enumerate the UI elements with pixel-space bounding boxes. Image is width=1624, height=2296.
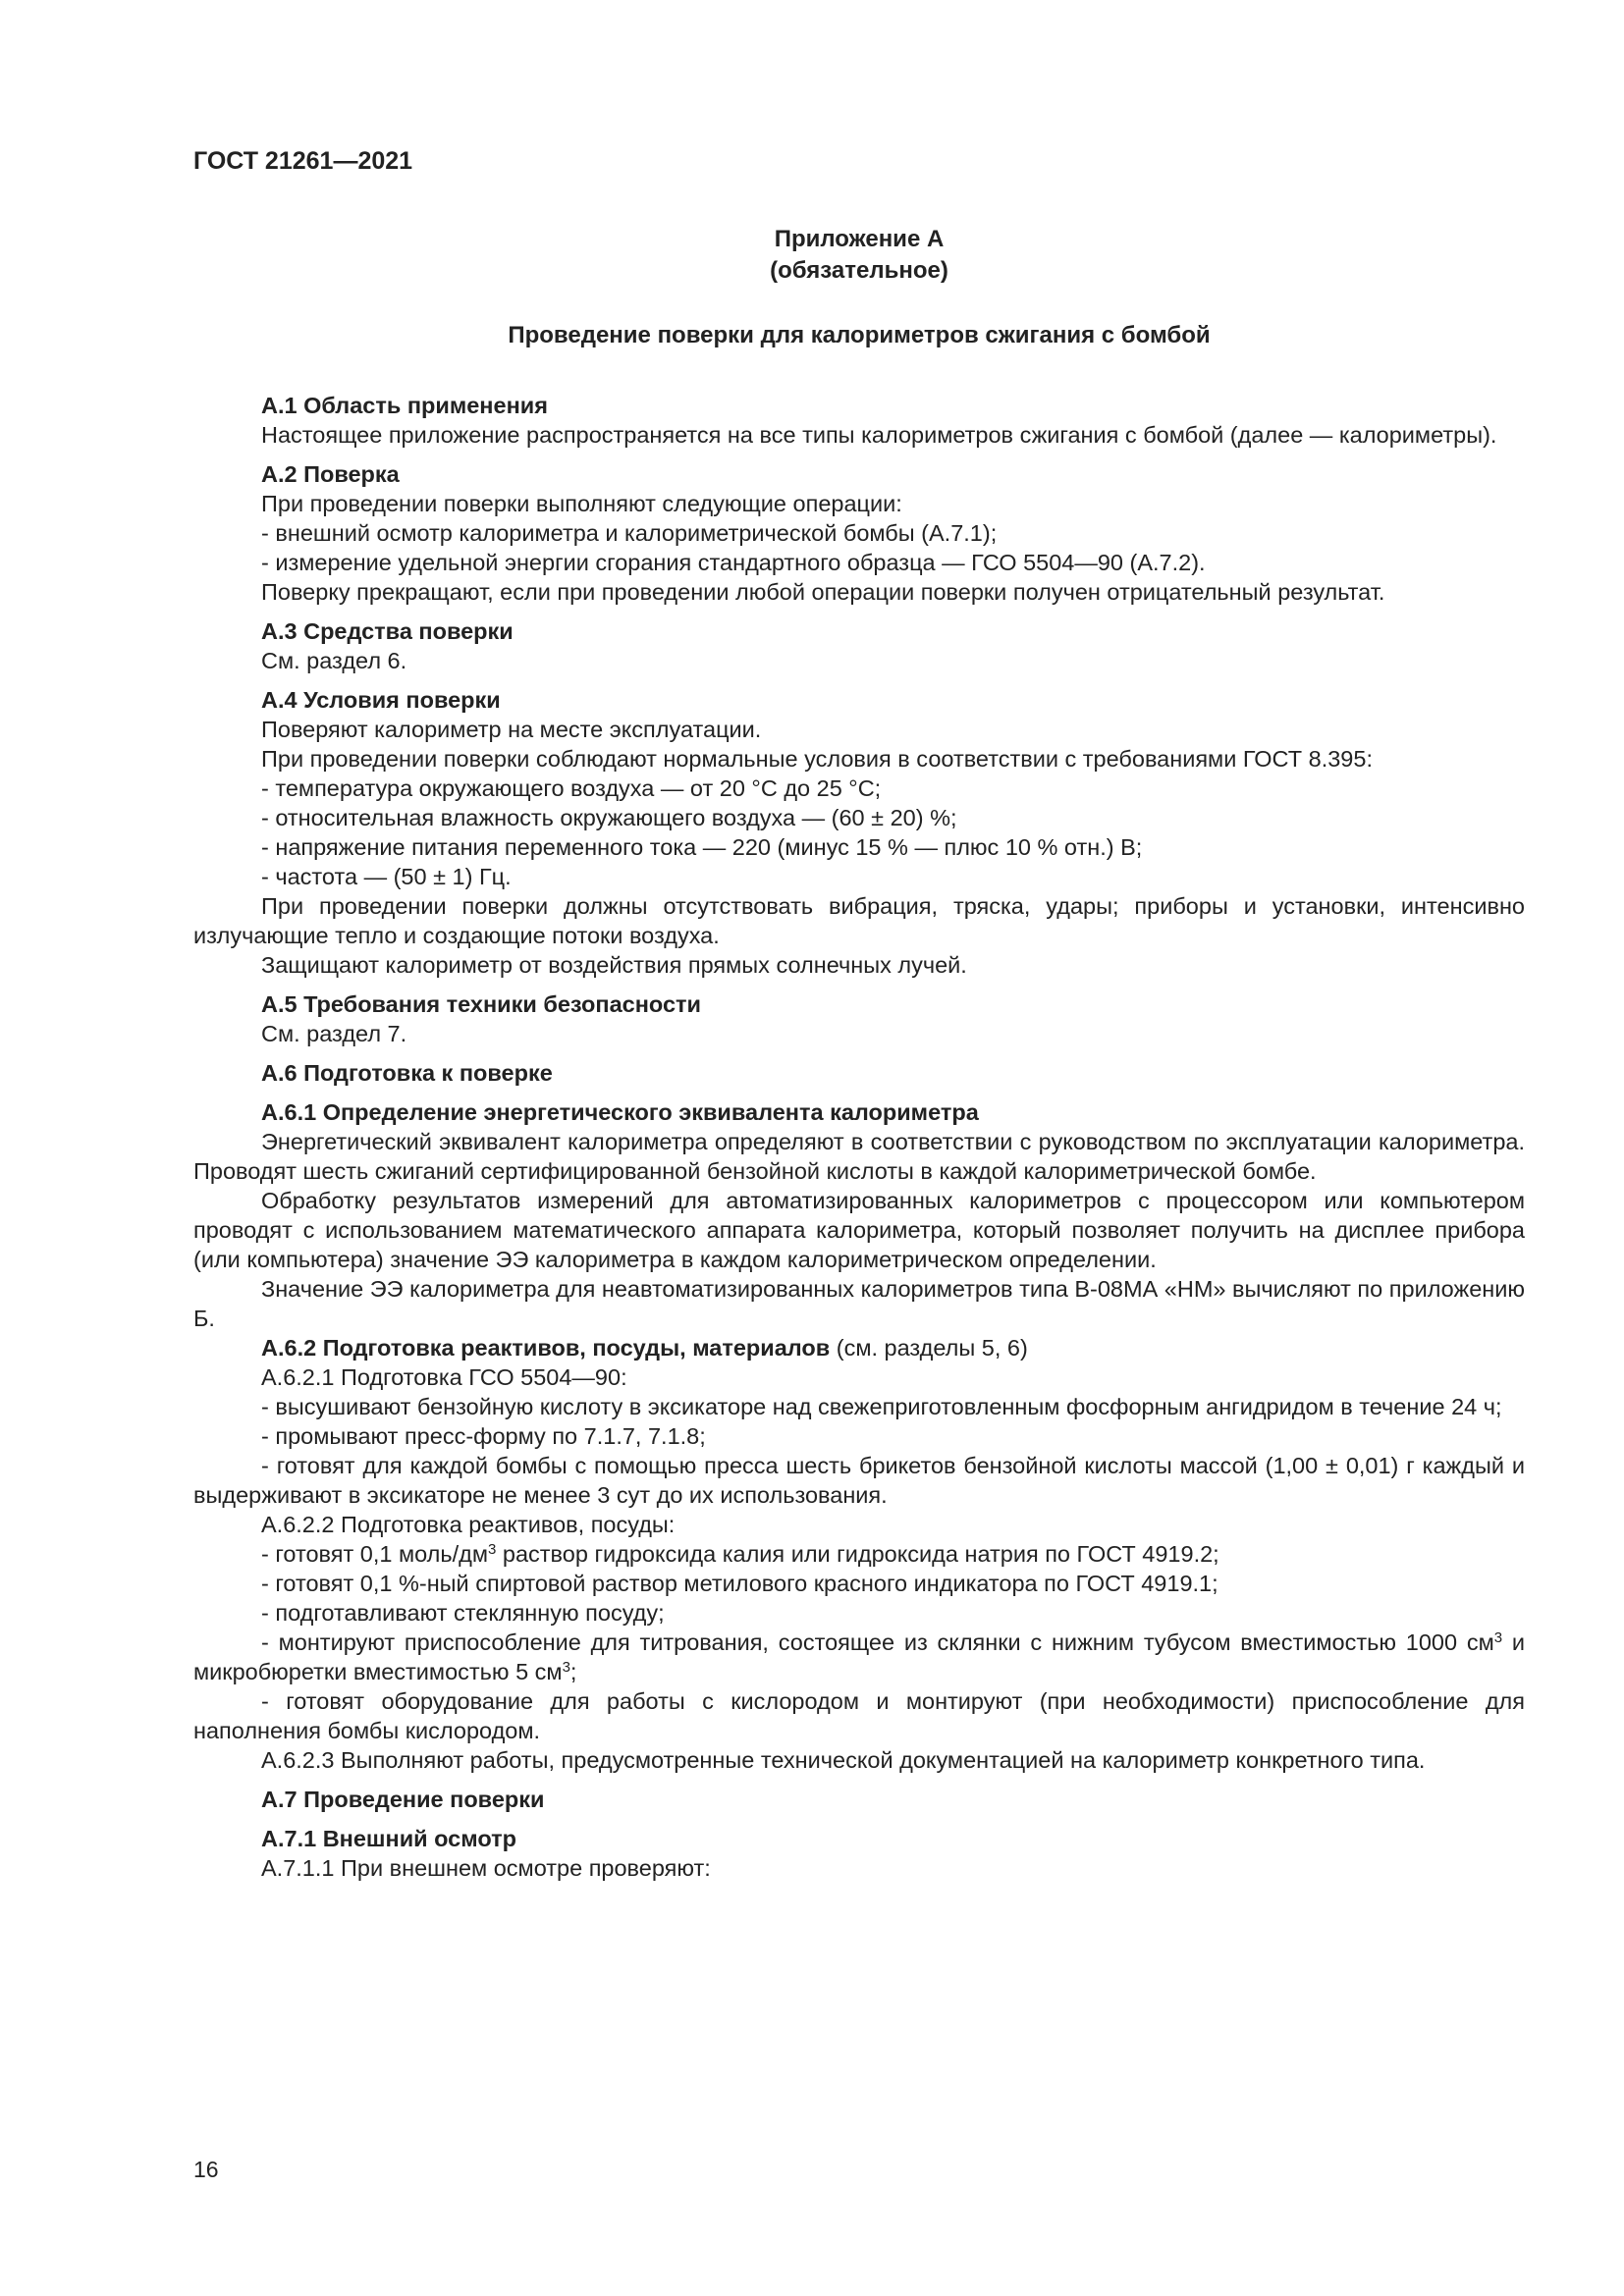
section-a4-line: При проведении поверки должны отсутствовать вибрация, тряска, удары; приборы и установки, интенсивно излучающие тепло и создающие потоки воздуха.: [193, 893, 1525, 948]
section-a4-line: - относительная влажность окружающего воздуха — (60 ± 20) %;: [261, 805, 957, 830]
subsection-a61-text: Обработку результатов измерений для автоматизированных калориметров с процессором или компьютером проводят с использованием математического аппарата калориметра, который позволяет получить на дисплее прибора (или компьютера) значение ЭЭ калориметра в каждом калориметрическом определении.: [193, 1188, 1525, 1272]
section-a3-title: А.3 Средства поверки: [261, 618, 514, 644]
section-a2-line: Поверку прекращают, если при проведении любой операции поверки получен отрицательный результат.: [261, 579, 1385, 605]
item-a622-step: [193, 1628, 1525, 1686]
subsection-a62-title: А.6.2 Подготовка реактивов, посуды, материалов: [261, 1335, 831, 1361]
section-a5-title: А.5 Требования техники безопасности: [261, 991, 701, 1017]
section-a1-text: Настоящее приложение распространяется на все типы калориметров сжигания с бомбой (далее — калориметры).: [261, 422, 1497, 448]
subsection-a62-reference: (см. разделы 5, 6): [830, 1335, 1028, 1361]
subsection-a61-text: Значение ЭЭ калориметра для неавтоматизированных калориметров типа В-08МА «НМ» вычисляют по приложению Б.: [193, 1276, 1525, 1331]
document-code: ГОСТ 21261—2021: [193, 147, 413, 175]
item-a711: А.7.1.1 При внешнем осмотре проверяют:: [261, 1855, 711, 1881]
item-a621-step: - высушивают бензойную кислоту в эксикаторе над свежеприготовленным фосфорным ангидридом в течение 24 ч;: [261, 1394, 1502, 1419]
item-a621: А.6.2.1 Подготовка ГСО 5504—90:: [261, 1364, 627, 1390]
superscript: 3: [488, 1541, 497, 1558]
section-a4-line: - напряжение питания переменного тока — 220 (минус 15 % — плюс 10 % отн.) В;: [261, 834, 1143, 860]
step-text: - монтируют приспособление для титрования, состоящее из склянки с нижним тубусом вместимостью 1000 см: [261, 1629, 1494, 1655]
section-a4-line: Поверяют калориметр на месте эксплуатации.: [261, 717, 762, 742]
section-a1-title: А.1 Область применения: [261, 393, 548, 418]
item-a623: А.6.2.3 Выполняют работы, предусмотренные технической документацией на калориметр конкретного типа.: [261, 1747, 1426, 1773]
subsection-a71-title: А.7.1 Внешний осмотр: [261, 1826, 516, 1851]
document-body: [193, 224, 1525, 1883]
annex-heading: Проведение поверки для калориметров сжигания с бомбой: [508, 322, 1211, 348]
item-a621-step: - промывают пресс-форму по 7.1.7, 7.1.8;: [261, 1423, 706, 1449]
item-a622-step: - готовят 0,1 %-ный спиртовой раствор метилового красного индикатора по ГОСТ 4919.1;: [261, 1571, 1218, 1596]
section-a2-line: При проведении поверки выполняют следующие операции:: [261, 491, 902, 516]
item-a622-step: [193, 1539, 1525, 1569]
section-a4-line: - частота — (50 ± 1) Гц.: [261, 864, 512, 889]
annex-status: (обязательное): [770, 257, 948, 284]
step-text: - готовят 0,1 моль/дм: [261, 1541, 489, 1567]
subsection-a62-heading: [193, 1333, 1525, 1362]
item-a622-step: - готовят оборудование для работы с кислородом и монтируют (при необходимости) приспособление для наполнения бомбы кислородом.: [193, 1688, 1525, 1743]
page-number: 16: [193, 2157, 219, 2182]
section-a4-line: При проведении поверки соблюдают нормальные условия в соответствии с требованиями ГОСТ 8.395:: [261, 746, 1373, 772]
section-a3-text: См. раздел 6.: [261, 648, 407, 673]
section-a4-title: А.4 Условия поверки: [261, 687, 501, 713]
item-a621-step: - готовят для каждой бомбы с помощью пресса шесть брикетов бензойной кислоты массой (1,00 ± 0,01) г каждый и выдерживают в эксикаторе не менее 3 сут до их использования.: [193, 1453, 1525, 1508]
annex-title: Приложение А: [774, 226, 945, 252]
item-a622: А.6.2.2 Подготовка реактивов, посуды:: [261, 1512, 676, 1537]
superscript: 3: [562, 1659, 570, 1676]
superscript: 3: [1493, 1629, 1503, 1646]
section-a6-title: А.6 Подготовка к поверке: [261, 1060, 553, 1086]
section-a4-line: Защищают калориметр от воздействия прямых солнечных лучей.: [261, 952, 967, 978]
step-text: раствор гидроксида калия или гидроксида натрия по ГОСТ 4919.2;: [496, 1541, 1219, 1567]
section-a5-text: См. раздел 7.: [261, 1021, 407, 1046]
section-a2-line: - внешний осмотр калориметра и калориметрической бомбы (А.7.1);: [261, 520, 998, 546]
subsection-a61-text: Энергетический эквивалент калориметра определяют в соответствии с руководством по эксплуатации калориметра. Проводят шесть сжиганий сертифицированной бензойной кислоты в каждой калориметрической бомбе.: [193, 1129, 1525, 1184]
subsection-a61-title: А.6.1 Определение энергетического эквивалента калориметра: [261, 1099, 979, 1125]
step-text: и микробюретки вместимостью 5 см: [193, 1629, 1525, 1684]
section-a4-line: - температура окружающего воздуха — от 20 °С до 25 °С;: [261, 775, 882, 801]
item-a622-step: - подготавливают стеклянную посуду;: [261, 1600, 665, 1626]
step-text: ;: [569, 1659, 577, 1684]
section-a7-title: А.7 Проведение поверки: [261, 1787, 545, 1812]
section-a2-line: - измерение удельной энергии сгорания стандартного образца — ГСО 5504—90 (А.7.2).: [261, 550, 1206, 575]
section-a2-title: А.2 Поверка: [261, 461, 400, 487]
